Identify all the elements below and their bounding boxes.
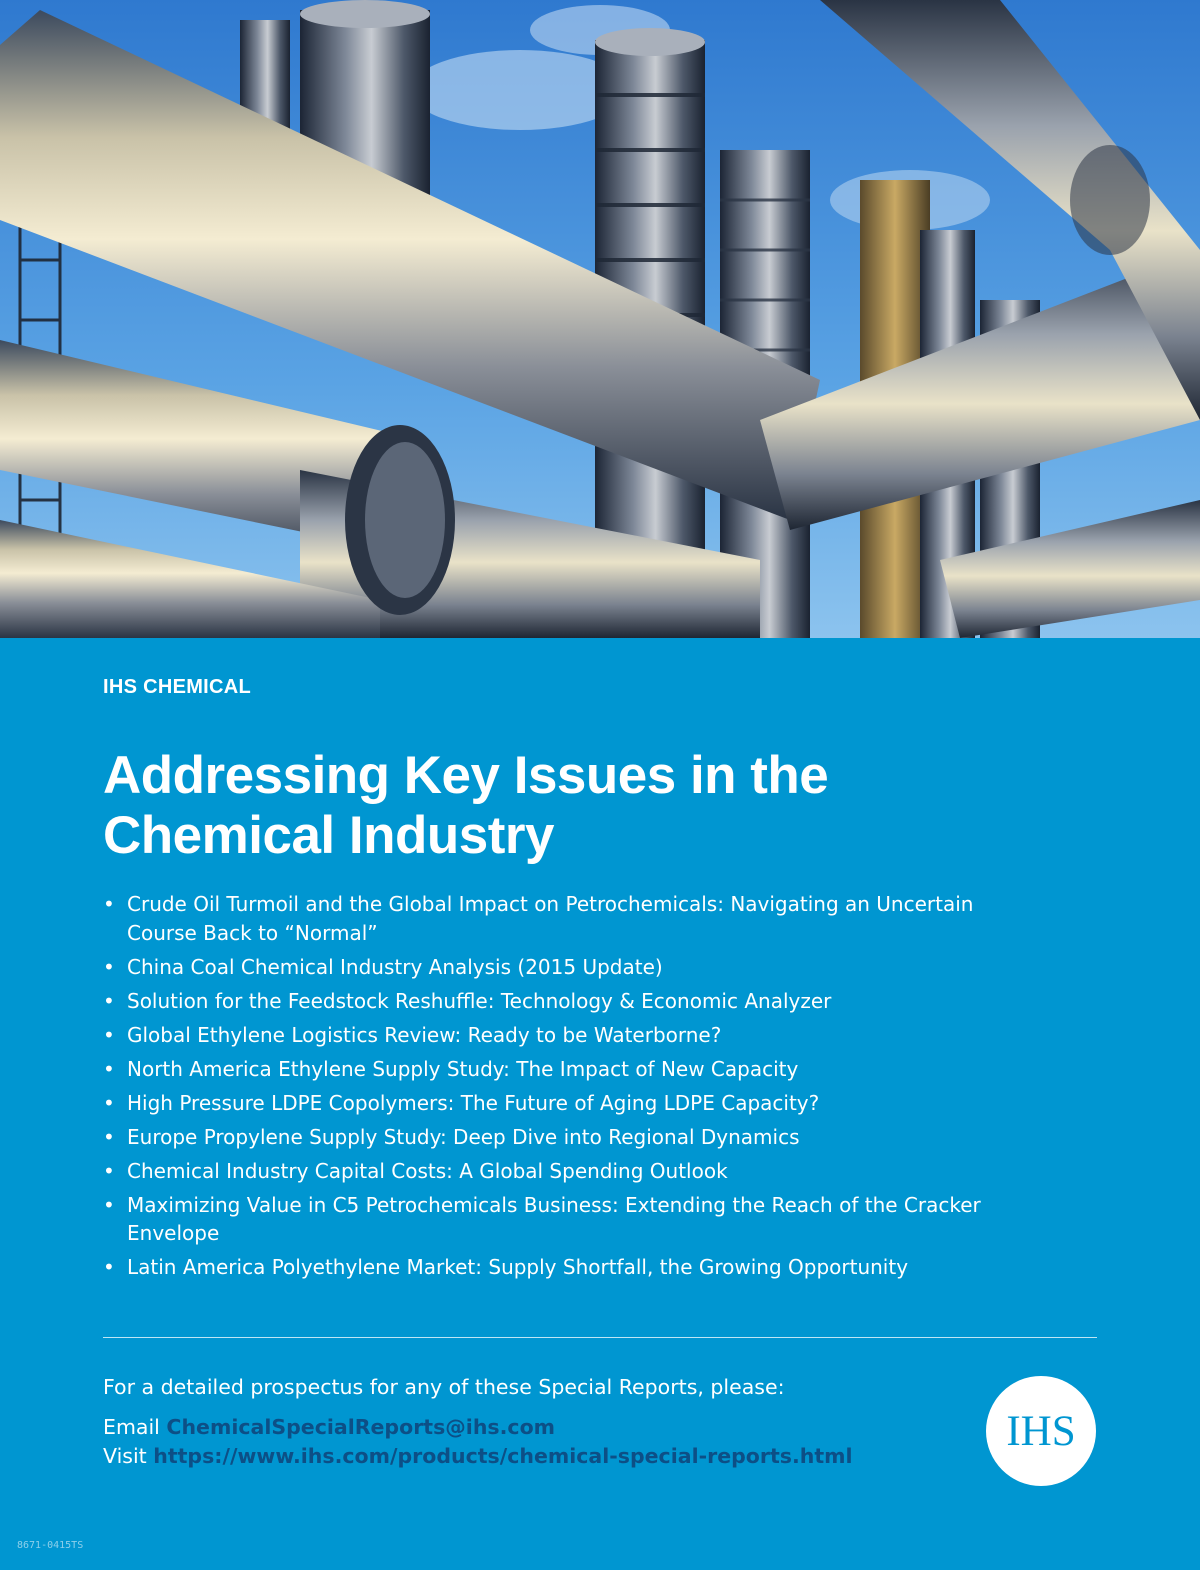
bullet-icon: • [103,988,115,1013]
list-item [103,1055,983,1084]
contact-block [103,1413,853,1471]
report-title: Solution for the Feedstock Reshuffle: Technology & Economic Analyzer [127,988,832,1013]
report-list [103,890,983,1287]
page-title [103,746,1003,866]
list-item [103,987,983,1016]
visit-label: Visit [103,1444,147,1468]
bullet-icon: • [103,1124,115,1149]
bullet-icon: • [103,1255,115,1279]
report-title: North America Ethylene Supply Study: The Impact of New Capacity [127,1056,799,1081]
ihs-logo [986,1376,1096,1486]
refinery-pipes-illustration [0,0,1200,638]
content-panel [0,638,1200,1570]
list-item [103,1089,983,1118]
report-title: Chemical Industry Capital Costs: A Global Spending Outlook [127,1158,728,1183]
bullet-icon: • [103,1192,115,1217]
bullet-icon: • [103,1056,115,1081]
document-code: 8671-0415TS [17,1540,84,1551]
list-item [103,1253,983,1282]
bullet-icon: • [103,954,115,979]
divider [103,1337,1097,1338]
report-title: China Coal Chemical Industry Analysis (2015 Update) [127,954,663,979]
report-title: Europe Propylene Supply Study: Deep Dive into Regional Dynamics [127,1124,800,1149]
report-title: Maximizing Value in C5 Petrochemicals Business: Extending the Reach of the Cracker Envelope [127,1192,981,1245]
hero-refinery-photo [0,0,1200,638]
prospectus-text: For a detailed prospectus for any of these Special Reports, please: [103,1375,785,1399]
email-line [103,1413,853,1442]
report-title: Crude Oil Turmoil and the Global Impact on Petrochemicals: Navigating an Uncertain Course Back to “Normal” [127,892,974,945]
brand-label: IHS CHEMICAL [103,676,252,698]
title-line-1: Addressing Key Issues in the [103,746,829,805]
bullet-icon: • [103,1158,115,1183]
bullet-icon: • [103,1090,115,1115]
list-item [103,1123,983,1152]
bullet-icon: • [103,1022,115,1047]
list-item [103,1021,983,1050]
report-title: High Pressure LDPE Copolymers: The Future of Aging LDPE Capacity? [127,1090,820,1115]
email-link[interactable]: ChemicalSpecialReports@ihs.com [166,1415,556,1439]
report-title: Global Ethylene Logistics Review: Ready to be Waterborne? [127,1022,722,1047]
list-item [103,1157,983,1186]
email-label: Email [103,1415,160,1439]
title-line-2: Chemical Industry [103,806,554,865]
report-title: Latin America Polyethylene Market: Supply Shortfall, the Growing Opportunity [127,1255,909,1279]
list-item [103,890,983,947]
website-link[interactable]: https://www.ihs.com/products/chemical-special-reports.html [153,1444,853,1468]
visit-line [103,1442,853,1471]
list-item [103,953,983,982]
bullet-icon: • [103,892,115,916]
logo-text: IHS [1006,1407,1076,1455]
list-item [103,1191,983,1248]
